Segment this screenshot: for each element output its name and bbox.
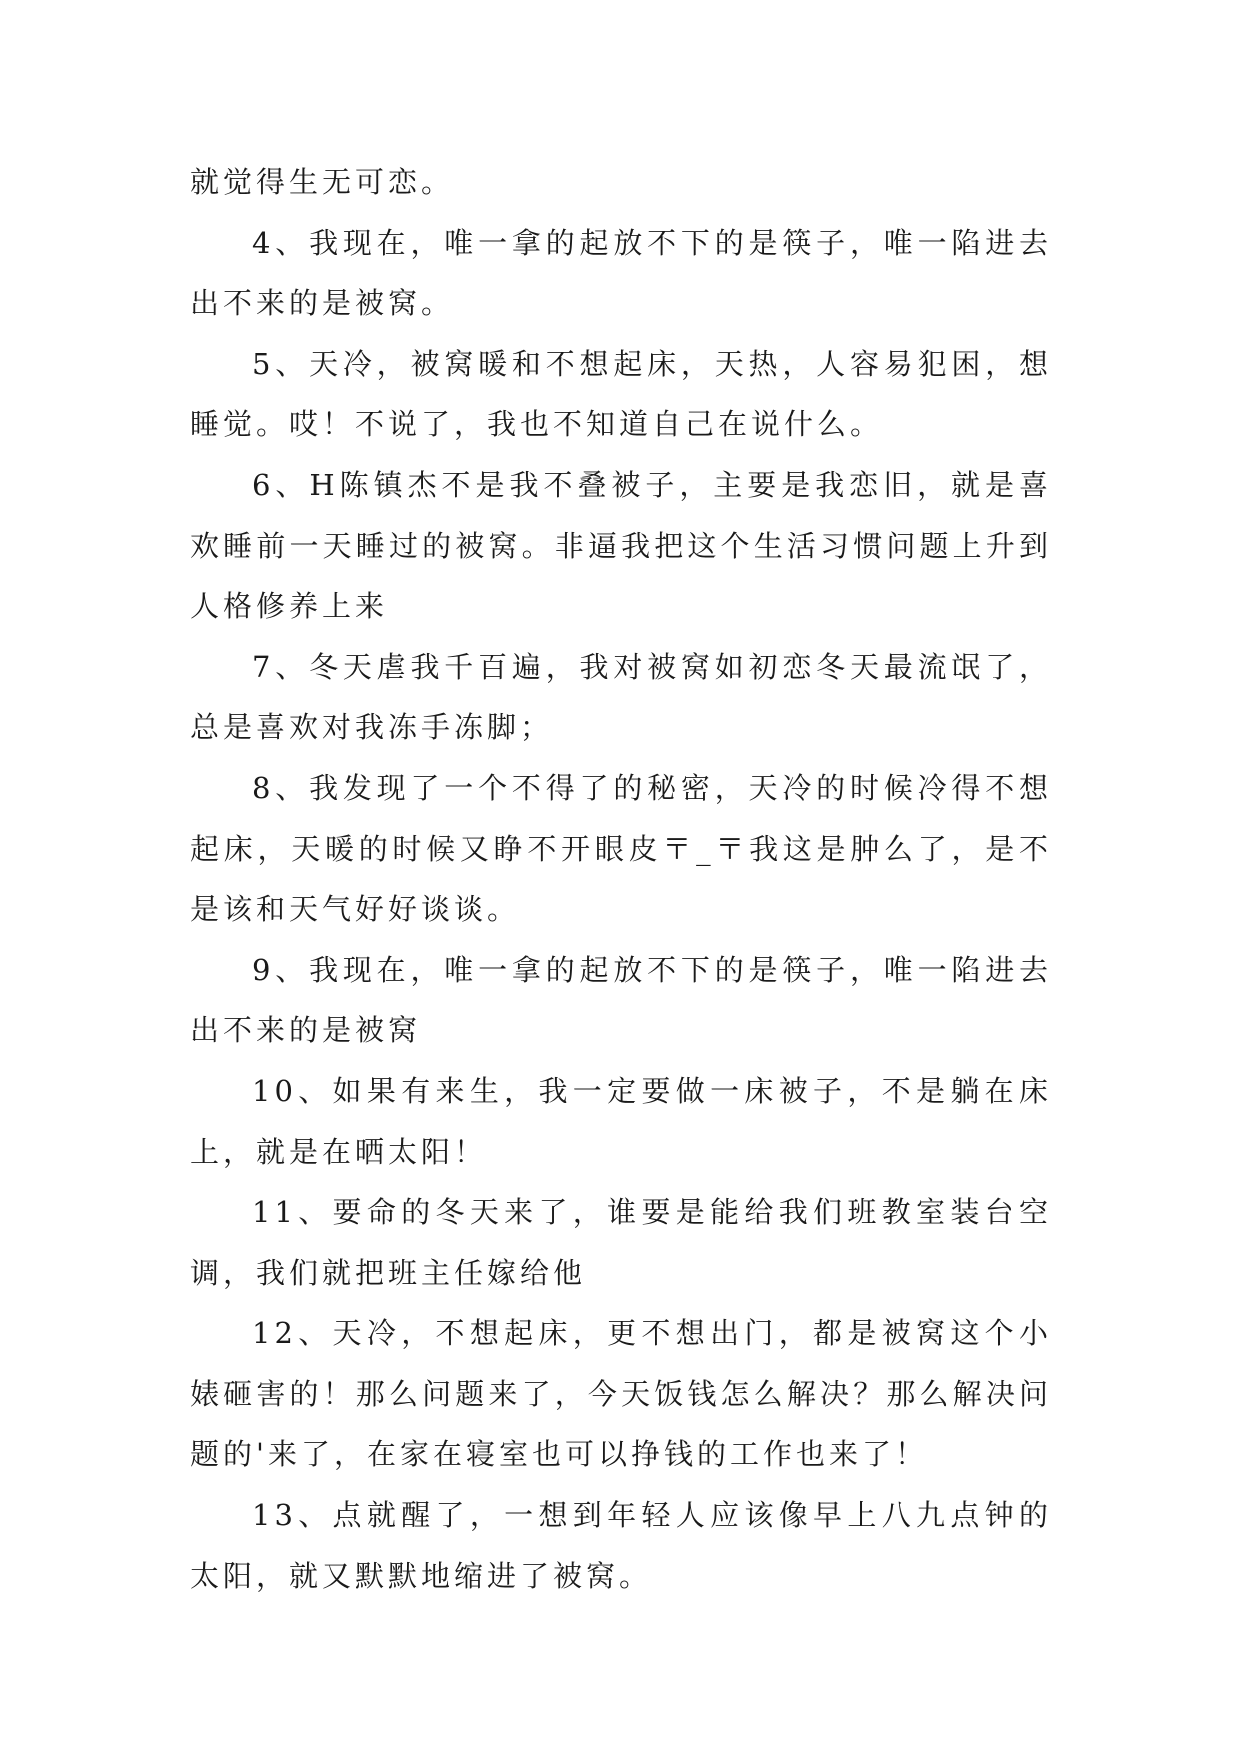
paragraph-item-7: 7、冬天虐我千百遍，我对被窝如初恋冬天最流氓了，总是喜欢对我冻手冻脚； — [190, 649, 1052, 745]
paragraph-item-12: 12、天冷，不想起床，更不想出门，都是被窝这个小婊砸害的！那么问题来了，今天饭钱怎么解决？那么解决问题的'来了，在家在寝室也可以挣钱的工作也来了！ — [190, 1316, 1052, 1472]
paragraph-item-4: 4、我现在，唯一拿的起放不下的是筷子，唯一陷进去出不来的是被窝。 — [190, 225, 1052, 321]
document-body — [190, 152, 1052, 1606]
paragraph-item-5: 5、天冷，被窝暖和不想起床，天热，人容易犯困，想睡觉。哎！不说了，我也不知道自己在说什么。 — [190, 346, 1052, 442]
paragraph-item-9: 9、我现在，唯一拿的起放不下的是筷子，唯一陷进去出不来的是被窝 — [190, 952, 1052, 1048]
paragraph-item-11: 11、要命的冬天来了，谁要是能给我们班教室装台空调，我们就把班主任嫁给他 — [190, 1195, 1052, 1290]
paragraph-item-10: 10、如果有来生，我一定要做一床被子，不是躺在床上，就是在晒太阳！ — [190, 1073, 1052, 1169]
paragraph-item-8: 8、我发现了一个不得了的秘密，天冷的时候冷得不想起床，天暖的时候又睁不开眼皮〒_〒我这是肿么了，是不是该和天气好好谈谈。 — [190, 770, 1052, 927]
paragraph-item-13: 13、点就醒了，一想到年轻人应该像早上八九点钟的太阳，就又默默地缩进了被窝。 — [190, 1498, 1052, 1593]
paragraph-continuation: 就觉得生无可恋。 — [190, 165, 455, 199]
paragraph-item-6: 6、H陈镇杰不是我不叠被子，主要是我恋旧，就是喜欢睡前一天睡过的被窝。非逼我把这个生活习惯问题上升到人格修养上来 — [190, 467, 1052, 624]
